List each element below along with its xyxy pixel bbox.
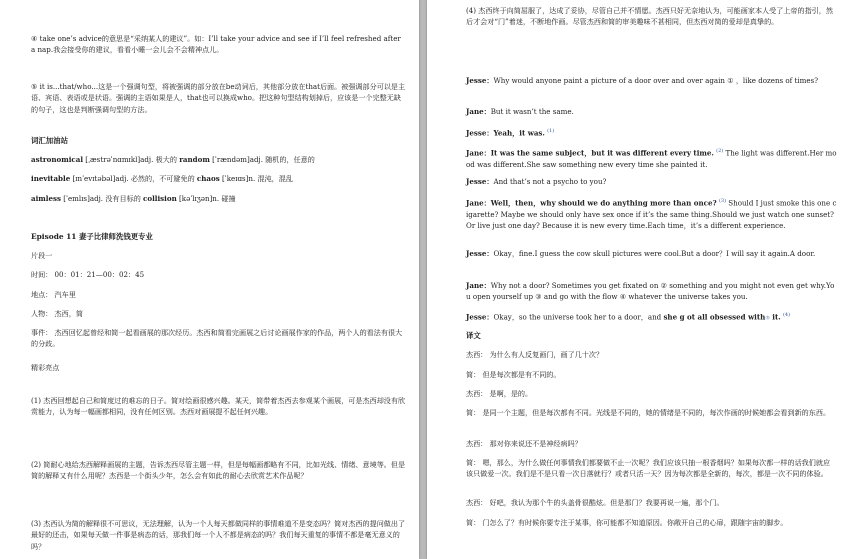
footnote-marker: (3): [718, 198, 727, 204]
utterance: Okay，fine.I guess the cow skull pictures were cool.But a door？I will say it again.A door.: [493, 249, 816, 258]
vocab-word: random: [179, 155, 210, 164]
key-sentence: It was the same subject，but it was different every time.: [490, 148, 714, 158]
vocab-word: aimless: [31, 194, 61, 203]
translation-line: 简： 但是每次都是有不同的。: [466, 370, 561, 379]
highlight-2: (2) 简耐心地给杰西解释画展的主题，告诉杰西尽管主题一样，但是每幅画都略有不同，比如光线、情绪、意境等。但是简的解释又有什么用呢？杰西是一个街头少年，怎么会有如此的耐心去欣赏艺术作品呢？: [31, 460, 406, 481]
segment-label: 片段一: [31, 251, 53, 260]
vocab-line-3: [31, 193, 407, 204]
dialogue-line: [466, 106, 837, 117]
dialogue-line: [466, 75, 837, 86]
highlight-3: (3) 杰西认为简的解释很不可思议，无法理解，认为一个人每天都做同样的事情难道不是变态吗？简对杰西的提问做出了最好的还击，如果每天做一件事是病态的话，那我们每一个人不都是病态的吗？我们每天重复的事情不都是毫无意义的吗？: [31, 519, 406, 551]
time-line: 时间： 00：01：21—00：02：45: [31, 270, 145, 279]
people-line: 人物： 杰西，简: [31, 309, 83, 318]
dialogue-line: [466, 196, 837, 232]
dialogue-line: [466, 280, 837, 303]
vocab-word: astronomical: [31, 155, 84, 164]
vocab-definition: [ˈemlɪs]adj. 没有目标的: [61, 194, 144, 203]
vocab-definition: [ˈkeɪɑs]n. 混沌，混乱: [219, 174, 293, 183]
key-sentence: Well，then，why should we do anything more than once?: [490, 198, 717, 208]
vocab-definition: [ɪnˈevɪtəbəl]adj. 必然的，不可避免的: [70, 174, 197, 183]
utterance: Should I just smoke this one cigarette? Maybe we should only have sex once if it’s the same thing.Should we just watch one sunset? Or live just one day? Because it is new every time.Each time，it’s a different experience.: [466, 198, 837, 231]
key-sentence: Yeah，it was.: [493, 128, 545, 138]
speaker: Jesse：: [466, 249, 494, 258]
utterance: Okay，so the universe took her to a door，and: [493, 312, 664, 322]
utterance: And that’s not a psycho to you?: [493, 177, 607, 186]
key-sentence: she g ot all obsessed with: [663, 312, 766, 322]
translation-line: 简： 是同一个主题，但是每次都有不同。光线是不同的，她的情绪是不同的，每次作画的时候她都会看到新的东西。: [466, 408, 831, 417]
translation-line: 杰西： 是啊，是的。: [466, 389, 533, 398]
vocab-word: collision: [143, 194, 177, 203]
right-page: [427, 0, 846, 559]
episode-title: Episode 11 妻子比律师洗钱更专业: [31, 232, 153, 241]
note-5: ⑤ it is...that/who...这是一个强调句型，将被强调的部分放在be动词后，其他部分放在that后面。被强调部分可以是主语、宾语、表语或是状语。强调的主语如果是人，that也可以换成who。把这种句型结构划掉后，应该是一个完整无缺的句子，这也是判断强调句型的方法。: [31, 82, 406, 114]
vocab-heading: 词汇加油站: [31, 136, 68, 145]
footnote-marker: (2): [716, 148, 724, 154]
utterance: But it wasn’t the same.: [490, 107, 574, 116]
speaker: Jane：: [466, 198, 491, 208]
vocab-definition: [kəˈlɪʒən]n. 碰撞: [176, 194, 236, 203]
speaker: Jane：: [466, 148, 491, 158]
footnote-marker: (4): [782, 312, 791, 318]
translation-line: 杰西： 那对你来说还不是神经病吗？: [466, 439, 582, 448]
utterance: The light was different.Her mood was different.She saw something new every time she painted it.: [466, 148, 837, 169]
speaker: Jesse：: [466, 76, 494, 85]
speaker: Jane：: [466, 107, 491, 116]
event-line: 事件： 杰西回忆起曾经和简一起看画展的那次经历。杰西和简看完画展之后讨论画展作家的作品，两个人的看法有很大的分歧。: [31, 328, 403, 349]
speaker: Jesse：: [466, 128, 494, 138]
highlight-1: (1) 杰西回想起自己和简度过的难忘的日子。简对绘画很感兴趣。某天，简带着杰西去参观某个画展，可是杰西却没有欣赏能力，认为每一幅画都相同，没有任何区别。杰西对画展提不起任何兴趣。: [31, 396, 406, 417]
left-page: [0, 0, 419, 559]
key-sentence-tail: it.: [769, 312, 781, 322]
speaker: Jesse：: [466, 177, 494, 186]
translation-line: 简： 门怎么了？有时候你要专注于某事，你可能都不知道原因。你敞开自己的心扉，跟随宇宙的脚步。: [466, 518, 788, 527]
vocab-line-1: [31, 154, 407, 165]
utterance: Why would anyone paint a picture of a door over and over again ① ，like dozens of times?: [493, 76, 819, 85]
speaker: Jane：: [466, 281, 491, 290]
speaker: Jesse：: [466, 312, 494, 322]
vocab-word: inevitable: [31, 174, 71, 183]
note-4: ④ take one’s advice的意思是“采纳某人的建议”。如：I’ll take your advice and see if I’ll feel refreshed after a nap.我会接受你的建议，看看小睡一会儿会不会精神点儿。: [31, 34, 401, 55]
dialogue-line: [466, 146, 837, 170]
translation-heading: 译文: [466, 331, 481, 340]
highlights-heading: 精彩亮点: [31, 363, 60, 372]
dialogue-line: [466, 176, 837, 187]
vocab-definition: [ˌæstrəˈnɑmɪkl]adj. 极大的: [83, 155, 180, 164]
translation-line: 简： 嗯，那么，为什么做任何事情我们都要做不止一次呢？我们应该只抽一根香烟吗？如果每次都一样的话我们就应该只做爱一次。我们是不是只看一次日落就行？或者只活一天？因为每次都是全新的，每次，都是一次不同的体验。: [466, 458, 831, 479]
note-marker: ⑤: [765, 315, 770, 322]
dialogue-line: [466, 310, 837, 325]
vocab-definition: [ˈrændəm]adj. 随机的，任意的: [209, 155, 315, 164]
vocab-word: chaos: [196, 174, 220, 183]
footnote-marker: (1): [547, 128, 555, 134]
highlight-4: (4) 杰西终于向简屈服了，达成了妥协，尽管自己并不情愿。杰西只好无奈地认为，可能画家本人受了上帝的指引，然后才会对“门”着迷，不断地作画。尽管杰西和简的审美趣味不甚相同，但杰西对简的爱却是真挚的。: [466, 6, 833, 27]
translation-line: 杰西： 好吧，我认为那个牛的头盖骨很酷炫。但是那门？我要再说一遍，那个门。: [466, 498, 724, 507]
translation-line: 杰西： 为什么有人反复画门，画了几十次？: [466, 350, 604, 359]
dialogue-line: [466, 248, 837, 259]
place-line: 地点： 汽车里: [31, 290, 76, 299]
utterance: Why not a door? Sometimes you get fixated on ② something and you might not even get why.You open yourself up ③ and go with the flow ④ whatever the universe takes you.: [466, 281, 835, 302]
vocab-line-2: [31, 173, 407, 184]
dialogue-line: [466, 126, 837, 139]
